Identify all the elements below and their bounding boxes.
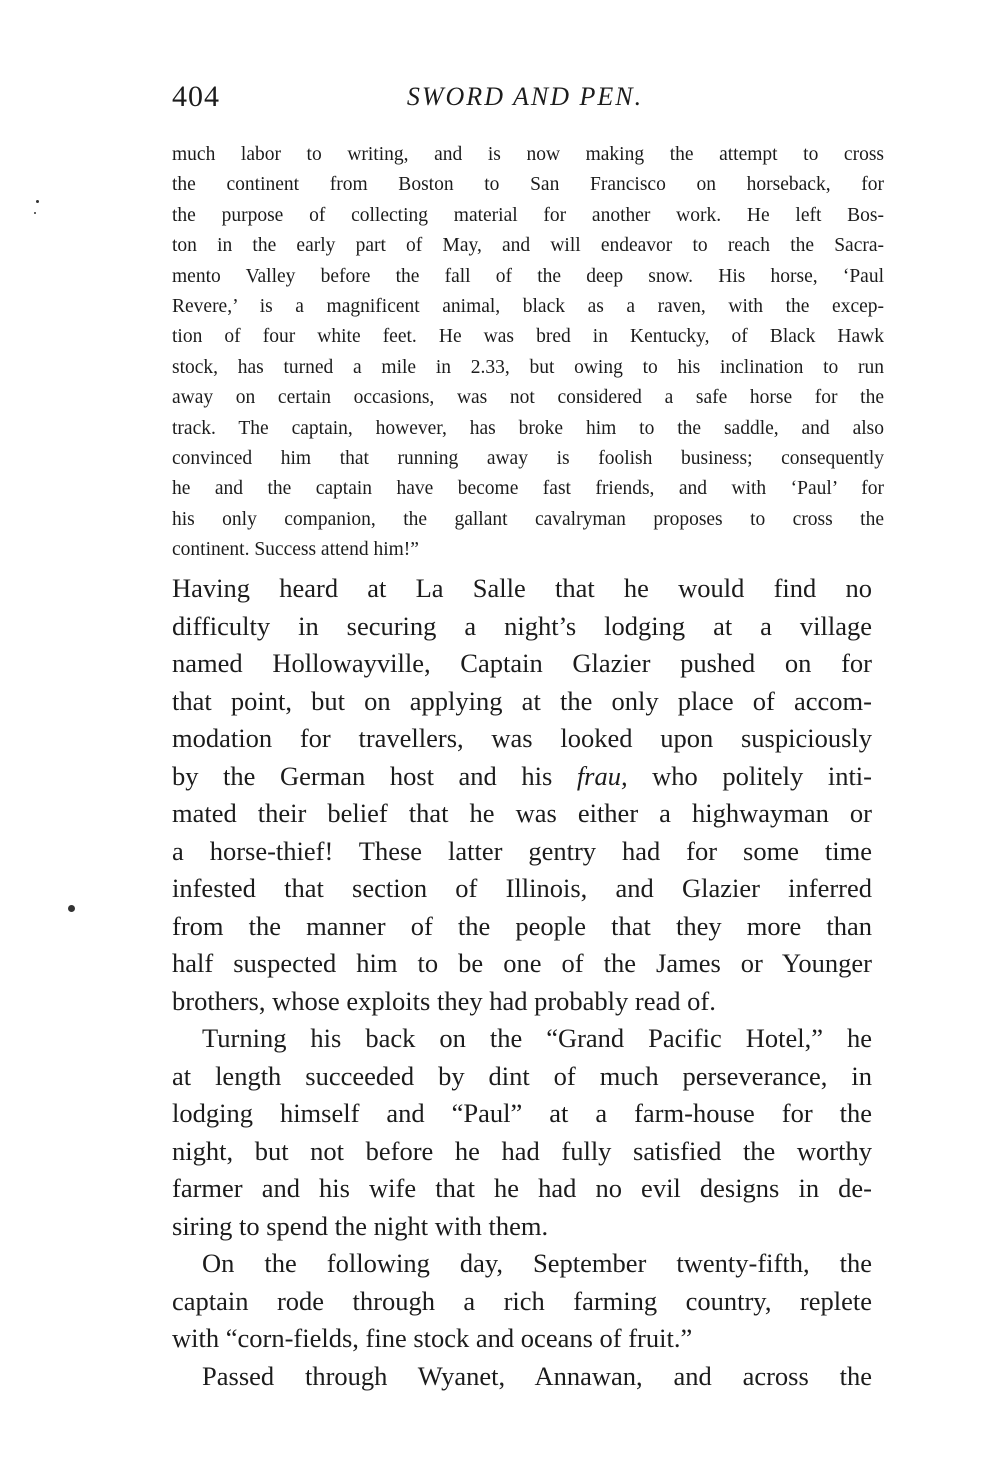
paragraph-line: On the following day, September twenty-fifth, the — [202, 1248, 872, 1278]
paragraph-line: by the German host and his frau, who politely inti- — [172, 760, 872, 791]
running-title: SWORD AND PEN. — [406, 82, 644, 111]
quote-line: continent. Success attend him!” — [172, 539, 419, 561]
paragraph-line: from the manner of the people that they more than — [172, 910, 872, 941]
quote-line: the continent from Boston to San Francisco on horseback, for — [172, 174, 884, 196]
paragraph-line: a horse-thief! These latter gentry had for some time — [172, 835, 872, 866]
paragraph-line: modation for travellers, was looked upon suspiciously — [172, 723, 872, 753]
quote-line: convinced him that running away is foolish business; consequently — [172, 447, 884, 469]
paragraph-line: difficulty in securing a night’s lodging at a village — [172, 610, 872, 641]
page-header — [172, 80, 878, 120]
page-number: 404 — [172, 80, 220, 113]
paragraph-line: captain rode through a rich farming country, replete — [172, 1285, 872, 1316]
paragraph-line: Having heard at La Salle that he would find no — [172, 573, 872, 603]
paragraph-line: named Hollowayville, Captain Glazier pushed on for — [172, 648, 872, 678]
paragraph-line: that point, but on applying at the only place of accom- — [172, 685, 872, 716]
paragraph-line: mated their belief that he was either a highwayman or — [172, 798, 872, 828]
scan-speck — [68, 905, 75, 912]
body-text — [172, 570, 872, 1395]
paragraph-line: lodging himself and “Paul” at a farm-house for the — [172, 1098, 872, 1128]
paragraph-line: at length succeeded by dint of much perseverance, in — [172, 1060, 872, 1091]
paragraph-line: night, but not before he had fully satisfied the worthy — [172, 1135, 872, 1166]
paragraph-line: half suspected him to be one of the James or Younger — [172, 948, 872, 978]
quote-line: the purpose of collecting material for another work. He left Bos- — [172, 204, 884, 226]
paragraph-line: infested that section of Illinois, and Glazier inferred — [172, 873, 872, 903]
paragraph-line: with “corn-fields, fine stock and oceans of fruit.” — [172, 1323, 693, 1353]
quote-line: much labor to writing, and is now making the attempt to cross — [172, 144, 884, 165]
paragraph-line: Turning his back on the “Grand Pacific Hotel,” he — [202, 1023, 872, 1053]
paragraph-line: siring to spend the night with them. — [172, 1210, 549, 1241]
paragraph-line: farmer and his wife that he had no evil designs in de- — [172, 1173, 872, 1203]
quote-line: track. The captain, however, has broke him to the saddle, and also — [172, 417, 884, 439]
quote-line: away on certain occasions, was not considered a safe horse for the — [172, 387, 884, 409]
scan-speck — [36, 200, 39, 203]
paragraph-line: brothers, whose exploits they had probably read of. — [172, 985, 716, 1016]
quote-line: his only companion, the gallant cavalryman proposes to cross the — [172, 508, 884, 530]
quoted-newspaper-passage — [172, 140, 884, 565]
quote-line: Revere,’ is a magnificent animal, black as a raven, with the excep- — [172, 295, 884, 317]
quote-line: he and the captain have become fast friends, and with ‘Paul’ for — [172, 478, 884, 500]
quote-line: mento Valley before the fall of the deep snow. His horse, ‘Paul — [172, 265, 884, 287]
quote-line: ton in the early part of May, and will endeavor to reach the Sacra- — [172, 235, 884, 257]
paragraph-line: Passed through Wyanet, Annawan, and across the — [202, 1360, 872, 1391]
quote-line: stock, has turned a mile in 2.33, but owing to his inclination to run — [172, 356, 884, 378]
quote-line: tion of four white feet. He was bred in Kentucky, of Black Hawk — [172, 326, 884, 348]
scan-speck — [34, 212, 36, 214]
